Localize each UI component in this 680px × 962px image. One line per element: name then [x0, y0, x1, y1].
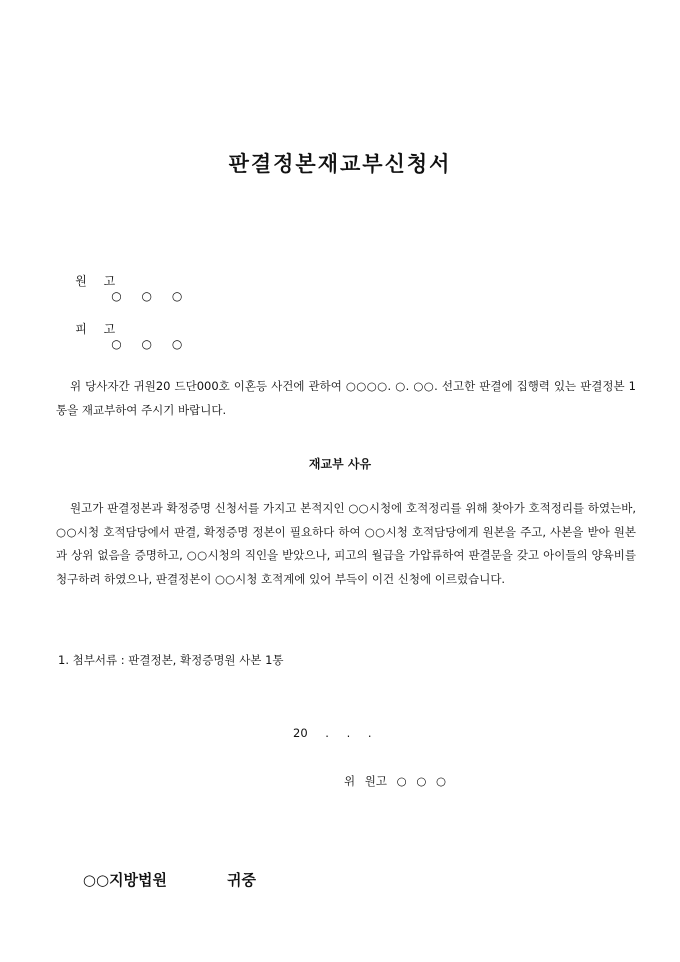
court-suffix: 귀중 [227, 871, 257, 889]
attachment-line: 1. 첨부서류 : 판결정본, 확정증명원 사본 1통 [58, 653, 284, 667]
reason-paragraph: 원고가 판결정본과 확정증명 신청서를 가지고 본적지인 ○○시청에 호적정리를 위해 찾아가 호적정리를 하였는바, ○○시청 호적담당에서 판결, 확정증명 정본이 필요하다 하여 ○○시청 호적담당에게 원본을 주고, 사본을 받아 원본과 상위 없음을 증명하고, ○○시청의 직인을 받았으나, 피고의 월급을 가압류하여 판결문을 갖고 아이들의 양육비를 청구하려 하였으나, 판결정본이 ○○시청 호적계에 있어 부득이 이건 신청에 이르렀습니다. [56, 501, 636, 586]
signer-line: 위 원고 ○ ○ ○ [344, 774, 447, 788]
defendant-label: 피 고 [75, 322, 116, 336]
reason-heading: 재교부 사유 [308, 457, 372, 471]
defendant-row [60, 306, 190, 365]
plaintiff-label: 원 고 [75, 274, 116, 288]
document-title: 판결정본재교부신청서 [228, 151, 452, 176]
plaintiff-name: ○ ○ ○ [111, 289, 191, 303]
date-line: 20 . . . [293, 726, 372, 740]
court-name: ○○지방법원 [82, 871, 168, 889]
court-addressee [62, 851, 256, 908]
defendant-name: ○ ○ ○ [111, 337, 191, 351]
request-paragraph: 위 당사자간 귀원20 드단000호 이혼등 사건에 관하여 ○○○○. ○. ○○. 선고한 판결에 집행력 있는 판결정본 1통을 재교부하여 주시기 바랍니다. [56, 379, 636, 417]
